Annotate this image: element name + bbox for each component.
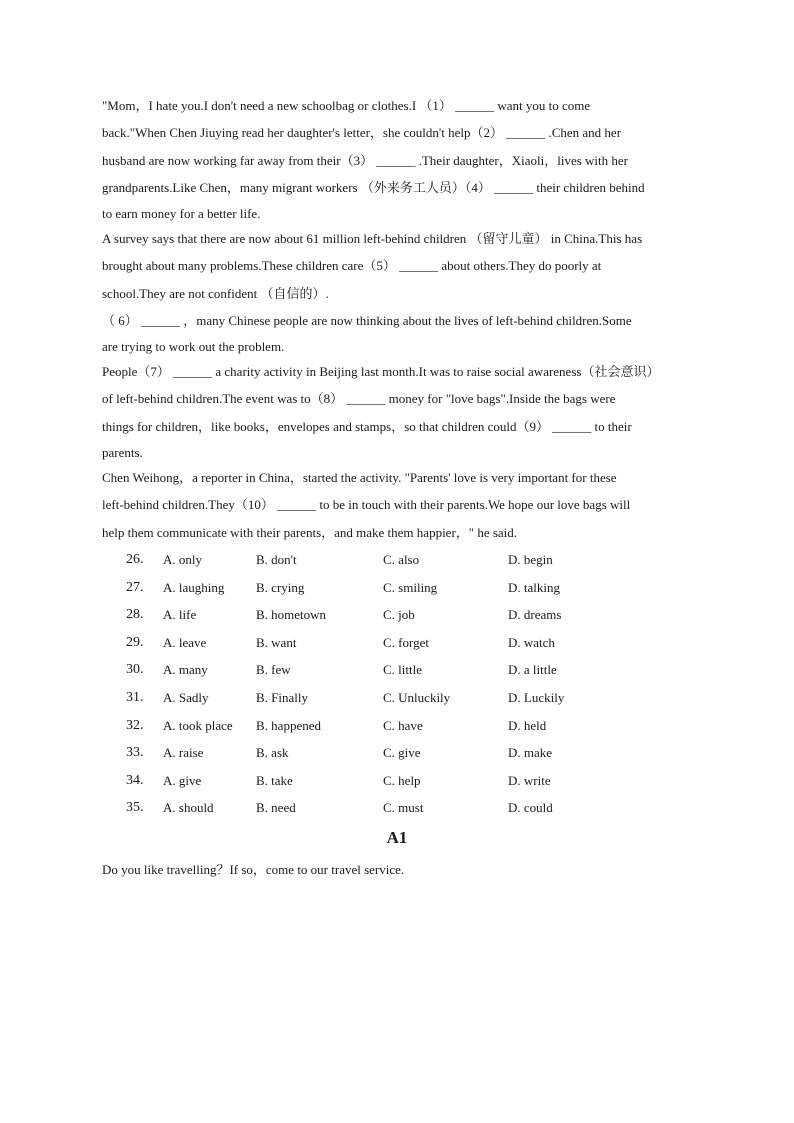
option-a: A. raise (163, 745, 204, 760)
option-d: D. watch (508, 635, 555, 650)
option-b: B. want (256, 635, 297, 650)
section-heading: A1 (386, 828, 408, 847)
option-b: B. hometown (256, 607, 327, 622)
option-d: D. held (508, 718, 547, 733)
question-number: 34. (126, 773, 144, 788)
option-a: A. only (163, 552, 202, 567)
question-number: 31. (126, 690, 144, 705)
option-a: A. should (163, 800, 214, 815)
option-b: B. Finally (256, 690, 309, 705)
passage-line: things for children，like books，envelopes and stamps，so that children could（9） ______ to their (102, 419, 632, 434)
option-c: C. also (383, 552, 420, 567)
option-d: D. Luckily (508, 690, 565, 705)
passage-line: help them communicate with their parents，and make them happier，" he said. (102, 525, 518, 540)
option-c: C. smiling (383, 580, 438, 595)
option-a: A. many (163, 662, 208, 677)
option-c: C. give (383, 745, 421, 760)
option-a: A. life (163, 607, 197, 622)
option-a: A. give (163, 773, 202, 788)
passage-line: are trying to work out the problem. (102, 339, 285, 354)
option-c: C. forget (383, 635, 429, 650)
option-c: C. help (383, 773, 421, 788)
option-b: B. need (256, 800, 296, 815)
option-d: D. write (508, 773, 551, 788)
passage-line: （ 6） ______ ，many Chinese people are now thinking about the lives of left-behind children.Some (102, 313, 632, 328)
option-b: B. few (256, 662, 291, 677)
option-d: D. could (508, 800, 553, 815)
option-a: A. leave (163, 635, 207, 650)
option-a: A. laughing (163, 580, 225, 595)
passage-line: parents. (102, 445, 143, 460)
question-number: 28. (126, 607, 144, 622)
option-b: B. ask (256, 745, 289, 760)
passage-line: back."When Chen Jiuying read her daughter's letter，she couldn't help（2） ______ .Chen and her (102, 125, 622, 140)
passage-line: Chen Weihong，a reporter in China，started the activity. "Parents' love is very important for these (102, 470, 617, 485)
passage-line: to earn money for a better life. (102, 206, 261, 221)
question-number: 33. (126, 745, 144, 760)
question-number: 35. (126, 800, 144, 815)
option-a: A. took place (163, 718, 233, 733)
passage-line: of left-behind children.The event was to（8） ______ money for "love bags".Inside the bags were (102, 391, 616, 406)
option-d: D. begin (508, 552, 553, 567)
option-c: C. must (383, 800, 424, 815)
option-b: B. take (256, 773, 293, 788)
passage-line: husband are now working far away from their（3） ______ .Their daughter，Xiaoli，lives with her (102, 153, 629, 168)
option-b: B. happened (256, 718, 321, 733)
passage-line: "Mom，I hate you.I don't need a new schoolbag or clothes.I （1） ______ want you to come (102, 98, 591, 113)
question-number: 26. (126, 552, 144, 567)
question-number: 29. (126, 635, 144, 650)
option-a: A. Sadly (163, 690, 209, 705)
option-b: B. don't (256, 552, 297, 567)
question-number: 32. (126, 718, 144, 733)
question-number: 30. (126, 662, 144, 677)
option-c: C. little (383, 662, 422, 677)
passage-line: grandparents.Like Chen，many migrant workers （外来务工人员）（4） ______ their children behind (102, 180, 645, 195)
passage-line: People（7） ______ a charity activity in Beijing last month.It was to raise social awareness（社会意识） (102, 364, 660, 379)
option-c: C. job (383, 607, 415, 622)
option-d: D. dreams (508, 607, 562, 622)
option-d: D. make (508, 745, 553, 760)
option-c: C. Unluckily (383, 690, 451, 705)
option-c: C. have (383, 718, 423, 733)
passage-line: A survey says that there are now about 61 million left-behind children （留守儿童） in China.This has (102, 231, 643, 246)
option-b: B. crying (256, 580, 305, 595)
question-number: 27. (126, 580, 144, 595)
passage-line: school.They are not confident （自信的）. (102, 286, 329, 301)
option-d: D. talking (508, 580, 560, 595)
intro-line: Do you like travelling？If so，come to our travel service. (102, 862, 405, 877)
passage-line: brought about many problems.These children care（5） ______ about others.They do poorly at (102, 258, 602, 273)
option-d: D. a little (508, 662, 557, 677)
passage-line: left-behind children.They（10） ______ to be in touch with their parents.We hope our love bags will (102, 497, 631, 512)
